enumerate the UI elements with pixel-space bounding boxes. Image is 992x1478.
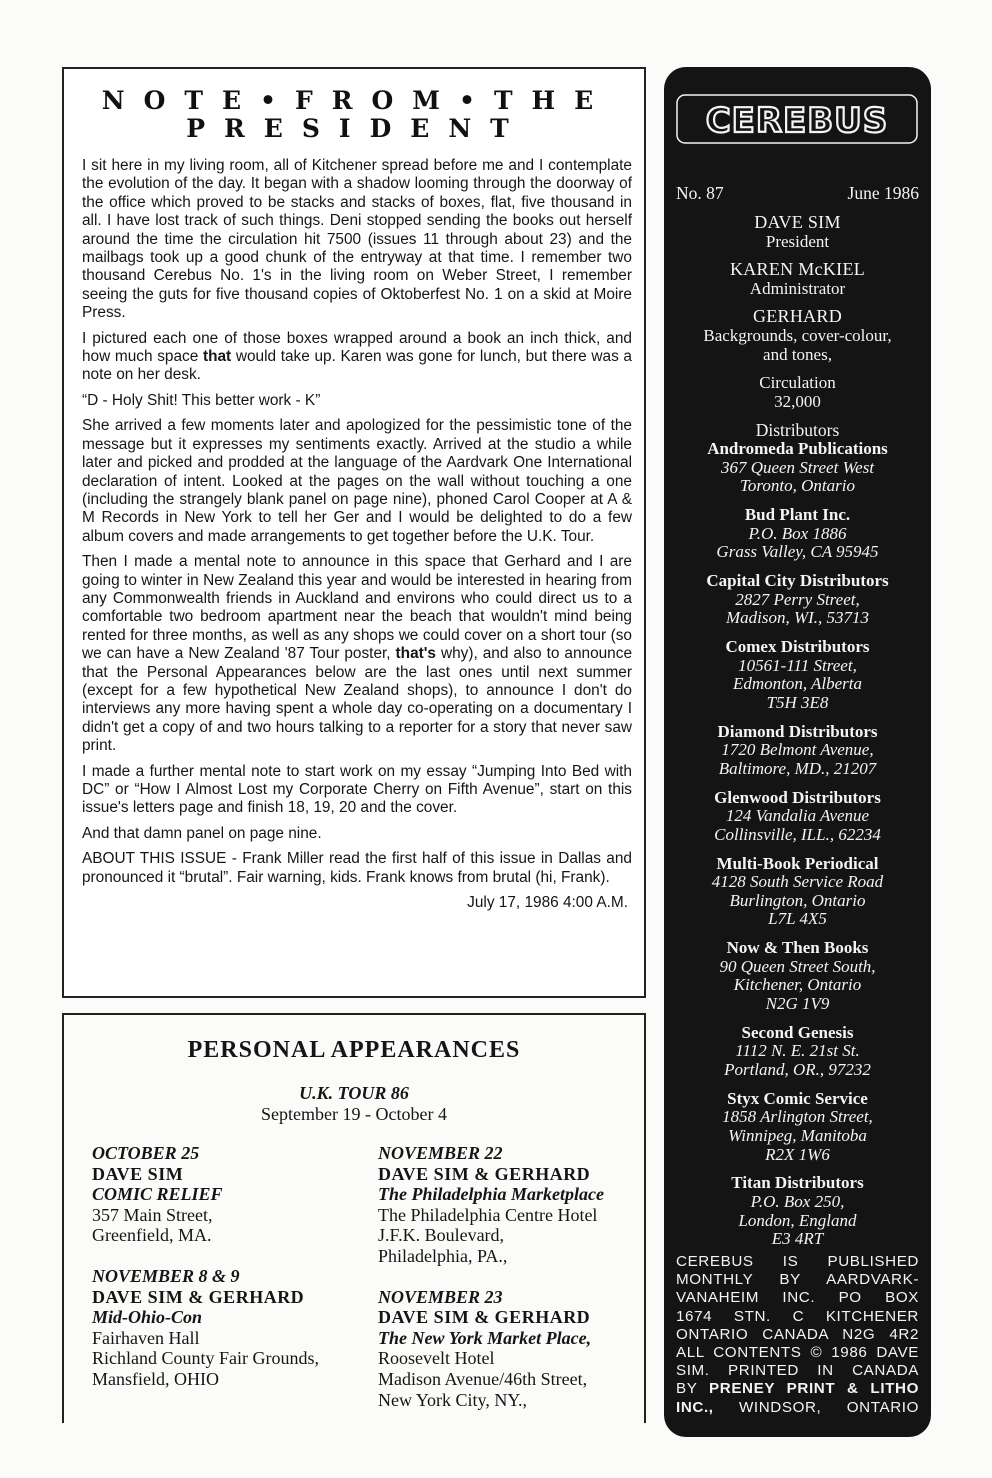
distributor-name: Diamond Distributors [717, 721, 878, 741]
distributor-entry [664, 572, 931, 628]
appearance-date: NOVEMBER 22 [378, 1143, 503, 1163]
staff-name: GERHARD [752, 306, 843, 326]
distributor-address: P.O. Box 250, [750, 1192, 845, 1212]
colophon-line: ALL CONTENTS © 1986 DAVE [676, 1344, 919, 1362]
appearance-address: Greenfield, MA. [92, 1225, 212, 1246]
appearances-left-column [92, 1143, 319, 1410]
appearance-entry [92, 1143, 319, 1246]
appearance-address: The Philadelphia Centre Hotel [378, 1204, 598, 1225]
appearance-guests: DAVE SIM & GERHARD [378, 1307, 591, 1328]
distributor-address: 2827 Perry Street, [735, 589, 860, 609]
colophon-line: 1674 STN. C KITCHENER [676, 1307, 919, 1325]
distributor-name: Styx Comic Service [727, 1088, 868, 1108]
distributor-address: Kitchener, Ontario [733, 975, 862, 995]
distributor-entry [664, 939, 931, 1014]
note-paragraph: ABOUT THIS ISSUE - Frank Miller read the first half of this issue in Dallas and pronounced it “brutal”. Fair warning, kids. Frank knows from brutal (hi, Frank). [82, 850, 632, 886]
distributor-address: Baltimore, MD., 21207 [718, 758, 877, 778]
note-signoff: July 17, 1986 4:00 A.M. [467, 894, 628, 912]
distributor-address: 1720 Belmont Avenue, [721, 740, 874, 760]
tour-dates: September 19 - October 4 [261, 1104, 447, 1124]
appearance-address: Richland County Fair Grounds, [92, 1348, 319, 1369]
distributor-name: Titan Distributors [731, 1173, 864, 1193]
appearance-date: NOVEMBER 8 & 9 [92, 1265, 240, 1286]
distributor-address: 10561-111 Street, [738, 655, 857, 675]
staff-name: DAVE SIM [754, 212, 841, 232]
circulation-value: 32,000 [774, 392, 821, 411]
staff-list [664, 213, 931, 420]
distributor-address: R2X 1W6 [765, 1144, 830, 1164]
note-paragraph: I sit here in my living room, all of Kitchener spread before me and I contemplate the evolution of the day. It began with a shadow looming through the doorway of the office which proved to be stacks and stacks of boxes, flat, five thousand in all. I have lost track of such things. Deni stopped sending the books out herself around the time the circulation hit 7500 (issues 11 through about 23) and the mailbags took up a good chunk of the entryway at that time. I remember two thousand Cerebus No. 1's in the living room on Weber Street, I remember seeing the guts for five thousand copies of Oktoberfest No. 1 on a skid at Moire Press. [82, 157, 632, 322]
appearance-date: OCTOBER 25 [92, 1143, 200, 1163]
distributor-entry [664, 440, 931, 496]
distributor-entry [664, 1024, 931, 1080]
distributor-name: Andromeda Publications [707, 439, 888, 458]
note-paragraph: She arrived a few moments later and apologized for the pessimistic tone of the message but it expresses my sentiments exactly. Arrived at the studio a while later and picked and prodded at the language of the Aardvark One International declaration of intent. Looked at the pages on the wall without touching a one (including the strangely blank panel on page nine), phoned Carol Cooper at A & M Records in New York to tell her Ger and I would be delighted to do a few album covers and made arrangements to get together before the U.K. Tour. [82, 417, 632, 545]
note-paragraph: I pictured each one of those boxes wrapped around a book an inch thick, and how much space that would take up. Karen was gone for lunch, but there was a note on her desk. [82, 329, 632, 384]
distributor-address: Burlington, Ontario [729, 890, 866, 910]
circulation [664, 373, 931, 411]
distributor-address: Grass Valley, CA 95945 [716, 542, 879, 562]
distributor-entry [664, 1174, 931, 1249]
appearance-venue: COMIC RELIEF [92, 1184, 223, 1205]
colophon-line: ONTARIO CANADA N2G 4R2 [676, 1325, 919, 1343]
colophon [676, 1253, 919, 1417]
distributor-address: 367 Queen Street West [720, 457, 875, 477]
distributor-address: P.O. Box 1886 [748, 523, 847, 543]
appearances-title: PERSONAL APPEARANCES [187, 1037, 521, 1063]
distributor-address: Edmonton, Alberta [732, 674, 863, 694]
appearance-venue: Mid-Ohio-Con [92, 1307, 203, 1328]
distributor-address: London, England [738, 1210, 857, 1230]
issue-line [676, 183, 919, 204]
note-paragraph: I made a further mental note to start work on my essay “Jumping Into Bed with DC” or “How I Almost Lost my Corporate Cherry on Fifth Avenue”, start on this issue's letters page and finish 18, 19, 20 and the cover. [82, 762, 632, 817]
appearance-entry [92, 1266, 319, 1390]
colophon-line: INC., WINDSOR, ONTARIO [676, 1398, 919, 1416]
note-paragraph: “D - Holy Shit! This better work - K” [82, 391, 321, 409]
distributor-name: Glenwood Distributors [714, 787, 881, 807]
appearance-address: Philadelphia, PA., [378, 1245, 508, 1266]
appearances-right-column [378, 1143, 604, 1430]
staff-role: President [765, 232, 830, 251]
distributor-address: 124 Vandalia Avenue [725, 806, 870, 826]
distributor-name: Comex Distributors [725, 636, 870, 656]
appearance-entry [378, 1287, 604, 1411]
staff-role: Administrator [749, 279, 846, 298]
personal-appearances [62, 1013, 646, 1423]
staff-name: KAREN McKIEL [729, 259, 866, 279]
distributor-address: Toronto, Ontario [740, 476, 855, 496]
distributor-address: N2G 1V9 [765, 994, 830, 1014]
colophon-line: BY PRENEY PRINT & LITHO [676, 1380, 919, 1398]
staff-entry [664, 307, 931, 364]
colophon-line: VANAHEIM INC. PO BOX [676, 1289, 919, 1307]
appearance-guests: DAVE SIM & GERHARD [378, 1163, 591, 1184]
issue-date: June 1986 [847, 183, 919, 203]
issue-number: No. 87 [676, 183, 724, 203]
distributor-name: Multi-Book Periodical [716, 853, 879, 873]
distributor-address: L7L 4X5 [768, 909, 827, 929]
appearance-address: 357 Main Street, [92, 1204, 213, 1225]
appearance-entry [378, 1143, 604, 1267]
note-paragraph: Then I made a mental note to announce in this space that Gerhard and I are going to winter in New Zealand this year and would be interested in hearing from any Commonwealth friends in Auckland and environs who could direct us to a comfortable two bedroom apartment near the beach that wouldn't mind being rented for three months, as well as any shops we could cover on a short tour (so we can have a New Zealand '87 Tour poster, that's why), and also to announce that the Personal Appearances below are the last ones until next summer (except for a few hypothetical New Zealand shops), to announce I don't do interviews any more having spent a whole day co-operating on a documentary I didn't get a copy of and two hours talking to a reporter for a story that never saw print. [82, 553, 632, 755]
appearance-address: Roosevelt Hotel [378, 1348, 495, 1369]
distributor-entry [664, 723, 931, 779]
colophon-line: MONTHLY BY AARDVARK- [676, 1271, 919, 1289]
appearance-guests: DAVE SIM & GERHARD [92, 1286, 305, 1307]
distributor-name: Second Genesis [741, 1022, 854, 1042]
cerebus-logo [674, 89, 920, 149]
printer-name: PRENEY PRINT & LITHO [709, 1380, 919, 1398]
distributor-entry [664, 1090, 931, 1165]
distributor-address: 1112 N. E. 21st St. [735, 1041, 860, 1061]
distributor-address: Collinsville, ILL., 62234 [714, 824, 881, 844]
staff-entry [664, 213, 931, 251]
staff-entry [664, 260, 931, 298]
tour-name: U.K. TOUR 86 [299, 1083, 409, 1103]
distributor-name: Bud Plant Inc. [744, 504, 851, 524]
colophon-line: CEREBUS IS PUBLISHED [676, 1253, 919, 1270]
distributor-address: 90 Queen Street South, [719, 956, 876, 976]
distributors-list [664, 421, 931, 1259]
masthead-panel [664, 67, 931, 1437]
distributor-entry [664, 506, 931, 562]
staff-role: Backgrounds, cover-colour, [703, 326, 892, 345]
staff-role: and tones, [763, 345, 832, 364]
appearance-venue: The New York Market Place, [378, 1327, 592, 1348]
distributors-heading: Distributors [755, 420, 840, 440]
distributor-address: Madison, WI., 53713 [725, 608, 870, 628]
note-title-line-1: NOTE•FROM•THE [101, 86, 613, 115]
tour-info [64, 1083, 644, 1125]
appearance-guests: DAVE SIM [92, 1163, 184, 1184]
distributor-address: E3 4RT [771, 1229, 824, 1249]
distributor-entry [664, 638, 931, 713]
note-body [82, 157, 632, 912]
appearance-address: J.F.K. Boulevard, [378, 1225, 505, 1246]
appearance-address: Madison Avenue/46th Street, [378, 1368, 588, 1389]
appearance-address: New York City, NY., [378, 1389, 528, 1410]
distributor-address: 4128 South Service Road [711, 872, 884, 892]
colophon-line: SIM. PRINTED IN CANADA [676, 1362, 919, 1380]
note-title-line-2: PRESIDENT [186, 114, 528, 143]
distributor-address: 1858 Arlington Street, [722, 1107, 873, 1127]
appearance-venue: The Philadelphia Marketplace [378, 1184, 604, 1205]
distributor-address: Winnipeg, Manitoba [728, 1126, 867, 1146]
distributor-name: Capital City Distributors [706, 570, 889, 590]
distributor-address: Portland, OR., 97232 [724, 1060, 871, 1080]
note-paragraph: And that damn panel on page nine. [82, 824, 322, 842]
distributor-entry [664, 789, 931, 845]
circulation-label: Circulation [759, 373, 836, 392]
appearance-address: Fairhaven Hall [92, 1327, 200, 1348]
appearance-date: NOVEMBER 23 [378, 1286, 503, 1307]
logo-text: CEREBUS [705, 101, 889, 141]
president-note [62, 67, 646, 998]
distributor-entry [664, 855, 931, 930]
distributor-name: Now & Then Books [726, 938, 869, 958]
note-title [82, 87, 632, 143]
distributor-address: T5H 3E8 [766, 692, 829, 712]
appearance-address: Mansfield, OHIO [92, 1368, 219, 1389]
